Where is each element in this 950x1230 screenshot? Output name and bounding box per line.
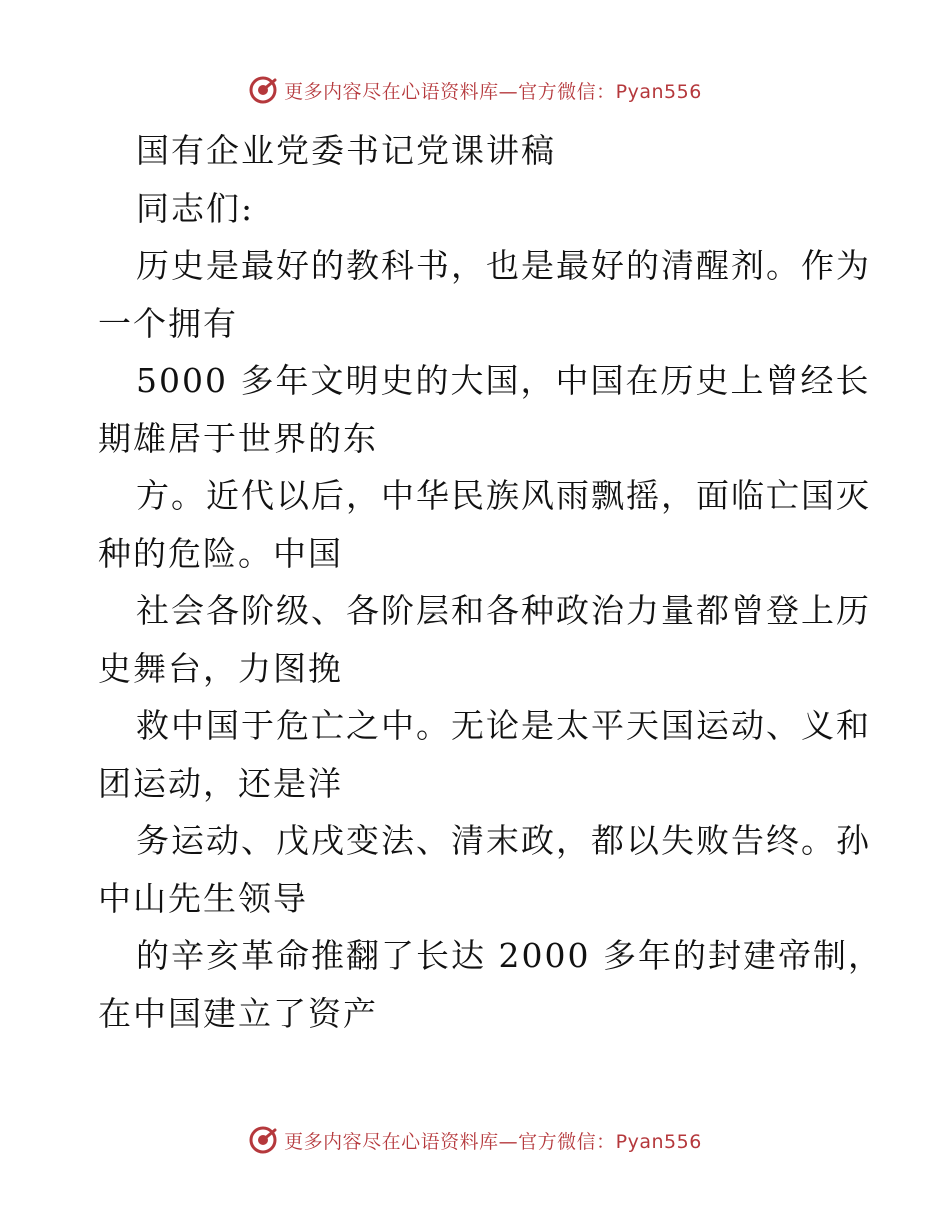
document-title: 国有企业党委书记党课讲稿 — [136, 131, 556, 170]
footer-watermark-text: 更多内容尽在心语资料库—官方微信：Pyan556 — [284, 1130, 702, 1153]
text-line: 的辛亥革命推翻了长达 2000 多年的封建帝制， — [136, 936, 883, 975]
document-body — [98, 122, 883, 1042]
text-line: 务运动、戊戌变法、清末政，都以失败告终。孙 — [136, 821, 871, 860]
text-line: 一个拥有 — [98, 303, 238, 343]
text-line: 中山先生领导 — [98, 878, 308, 918]
text-line: 方。近代以后，中华民族风雨飘摇，面临亡国灭 — [136, 476, 871, 515]
text-line: 史舞台，力图挽 — [98, 648, 343, 688]
brand-logo-icon — [248, 75, 278, 105]
brand-logo-icon — [248, 1125, 278, 1155]
footer-watermark-banner — [0, 1120, 950, 1160]
text-line: 团运动，还是洋 — [98, 763, 343, 803]
text-line: 救中国于危亡之中。无论是太平天国运动、义和 — [136, 706, 871, 745]
text-line: 历史是最好的教科书，也是最好的清醒剂。作为 — [136, 246, 871, 285]
text-line: 种的危险。中国 — [98, 533, 343, 573]
text-line: 在中国建立了资产 — [98, 993, 378, 1033]
text-line: 期雄居于世界的东 — [98, 418, 378, 458]
text-line: 5000 多年文明史的大国，中国在历史上曾经长 — [136, 361, 871, 400]
salutation: 同志们: — [136, 188, 255, 228]
header-watermark-text: 更多内容尽在心语资料库—官方微信：Pyan556 — [284, 80, 702, 103]
text-line: 社会各阶级、各阶层和各种政治力量都曾登上历 — [136, 591, 871, 630]
header-watermark-banner — [0, 70, 950, 110]
